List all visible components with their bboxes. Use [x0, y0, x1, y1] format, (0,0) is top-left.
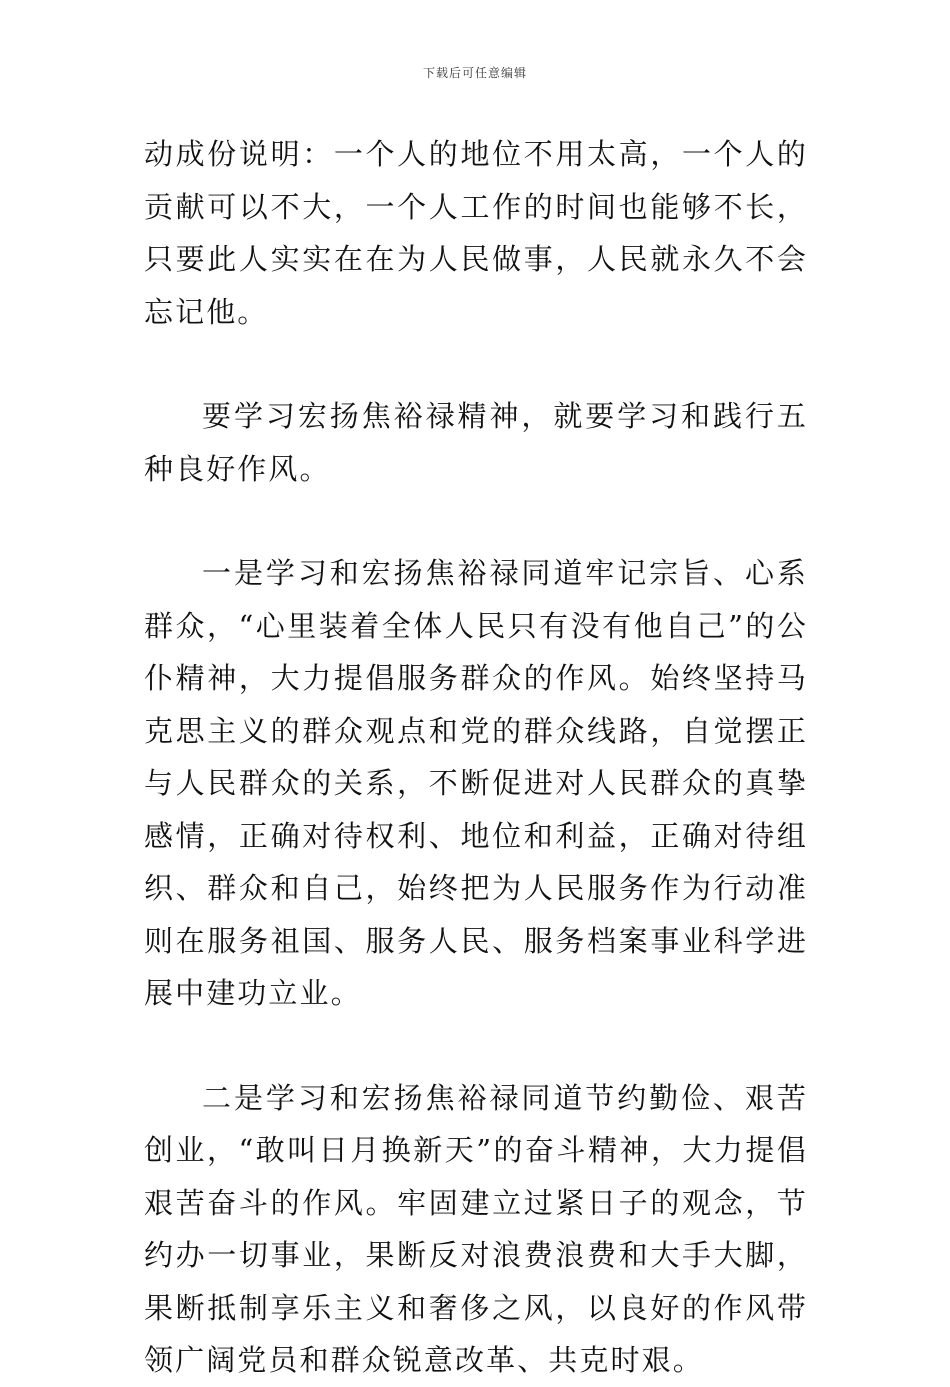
paragraph-continuation: 动成份说明：一个人的地位不用太高，一个人的贡献可以不大，一个人工作的时间也能够不长，只要此人实实在在为人民做事，人民就永久不会忘记他。 — [144, 137, 808, 329]
document-body — [144, 128, 808, 1387]
paragraph-five-styles-intro: 要学习宏扬焦裕禄精神，就要学习和践行五种良好作风。 — [144, 399, 808, 486]
paragraph-spacer — [144, 1020, 808, 1072]
paragraph-point-two: 二是学习和宏扬焦裕禄同道节约勤俭、艰苦创业，“敢叫日月换新天”的奋斗精神，大力提倡艰苦奋斗的作风。牢固建立过紧日子的观念，节约办一切事业，果断反对浪费浪费和大手大脚，果断抵制享乐主义和奢侈之风，以良好的作风带领广阔党员和群众锐意改革、共克时艰。 — [144, 1080, 808, 1377]
paragraph-spacer — [144, 338, 808, 390]
paragraph-spacer — [144, 495, 808, 547]
page-header: 下载后可任意编辑 — [422, 66, 527, 80]
paragraph-point-one: 一是学习和宏扬焦裕禄同道牢记宗旨、心系群众，“心里装着全体人民只有没有他自己”的公仆精神，大力提倡服务群众的作风。始终坚持马克思主义的群众观点和党的群众线路，自觉摆正与人民群众的关系，不断促进对人民群众的真挚感情，正确对待权利、地位和利益，正确对待组织、群众和自己，始终把为人民服务作为行动准则在服务祖国、服务人民、服务档案事业科学进展中建功立业。 — [144, 556, 808, 1010]
